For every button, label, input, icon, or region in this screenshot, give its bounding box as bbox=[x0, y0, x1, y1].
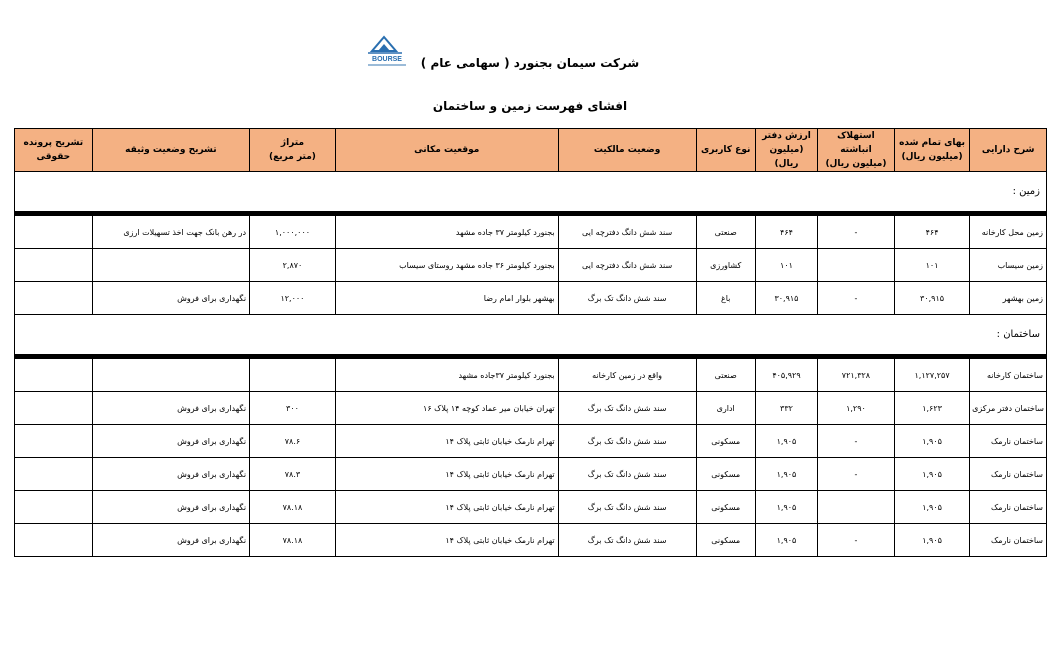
cell: ۳۰,۹۱۵ bbox=[894, 282, 970, 315]
cell: سند شش دانگ دفترچه ایی bbox=[558, 216, 696, 249]
cell: ۴۰۵,۹۲۹ bbox=[755, 359, 817, 392]
table-row bbox=[15, 216, 1047, 249]
cell: ۱,۰۰۰,۰۰۰ bbox=[250, 216, 336, 249]
table-row bbox=[15, 249, 1047, 282]
cell: صنعتی bbox=[696, 216, 755, 249]
cell: نگهداری برای فروش bbox=[92, 425, 249, 458]
cell: سند شش دانگ تک برگ bbox=[558, 491, 696, 524]
cell: ساختمان دفتر مرکزی bbox=[970, 392, 1047, 425]
cell: ۳۰۰ bbox=[250, 392, 336, 425]
cell: ۷۸.۱۸ bbox=[250, 524, 336, 557]
cell bbox=[250, 359, 336, 392]
table-row bbox=[15, 392, 1047, 425]
cell bbox=[92, 249, 249, 282]
cell bbox=[15, 491, 93, 524]
cell: ۴۶۴ bbox=[755, 216, 817, 249]
cell: زمین محل کارخانه bbox=[970, 216, 1047, 249]
cell: ۱,۹۰۵ bbox=[755, 491, 817, 524]
cell: ۱۲,۰۰۰ bbox=[250, 282, 336, 315]
cell: تهران خیابان میر عماد کوچه ۱۴ پلاک ۱۶ bbox=[335, 392, 558, 425]
cell: ۱,۹۰۵ bbox=[894, 458, 970, 491]
col-legal-case: تشریح پرونده حقوقی bbox=[15, 129, 93, 172]
col-collateral-status: تشریح وضعیت وثیقه bbox=[92, 129, 249, 172]
cell bbox=[818, 491, 895, 524]
cell: ۱۰۱ bbox=[755, 249, 817, 282]
section-title: زمین : bbox=[15, 172, 1047, 212]
cell: ۲,۸۷۰ bbox=[250, 249, 336, 282]
cell: ۷۲۱,۳۲۸ bbox=[818, 359, 895, 392]
cell: - bbox=[818, 458, 895, 491]
cell bbox=[15, 249, 93, 282]
cell bbox=[92, 359, 249, 392]
cell: ساختمان نارمک bbox=[970, 458, 1047, 491]
cell: ساختمان نارمک bbox=[970, 425, 1047, 458]
cell: تهرام نارمک خیابان ثابتی پلاک ۱۴ bbox=[335, 491, 558, 524]
cell: مسکونی bbox=[696, 458, 755, 491]
cell: اداری bbox=[696, 392, 755, 425]
cell: ۱,۹۰۵ bbox=[755, 524, 817, 557]
col-location: موقعیت مکانی bbox=[335, 129, 558, 172]
cell bbox=[818, 249, 895, 282]
section-row-buildings bbox=[15, 315, 1047, 355]
cell bbox=[15, 425, 93, 458]
cell: ۱,۹۰۵ bbox=[894, 491, 970, 524]
col-ownership-status: وضعیت مالکیت bbox=[558, 129, 696, 172]
cell: ۱,۹۰۵ bbox=[894, 425, 970, 458]
table-row bbox=[15, 491, 1047, 524]
col-cost: بهای تمام شده (میلیون ریال) bbox=[894, 129, 970, 172]
assets-table bbox=[14, 128, 1047, 557]
cell bbox=[15, 392, 93, 425]
cell: سند شش دانگ تک برگ bbox=[558, 392, 696, 425]
cell: مسکونی bbox=[696, 524, 755, 557]
cell: ۳۳۲ bbox=[755, 392, 817, 425]
cell: ساختمان کارخانه bbox=[970, 359, 1047, 392]
table-row bbox=[15, 282, 1047, 315]
cell: تهرام نارمک خیابان ثابتی پلاک ۱۴ bbox=[335, 425, 558, 458]
cell: ۱,۲۹۰ bbox=[818, 392, 895, 425]
cell: نگهداری برای فروش bbox=[92, 392, 249, 425]
cell: نگهداری برای فروش bbox=[92, 282, 249, 315]
cell: مسکونی bbox=[696, 491, 755, 524]
cell: ۷۸.۳ bbox=[250, 458, 336, 491]
col-accumulated-depreciation: استهلاک انباشته (میلیون ریال) bbox=[818, 129, 895, 172]
cell: ۱,۹۰۵ bbox=[755, 425, 817, 458]
cell: صنعتی bbox=[696, 359, 755, 392]
cell: ۱,۶۲۳ bbox=[894, 392, 970, 425]
cell: - bbox=[818, 282, 895, 315]
cell: نگهداری برای فروش bbox=[92, 458, 249, 491]
cell: ۱,۱۲۷,۲۵۷ bbox=[894, 359, 970, 392]
cell: ۳۰,۹۱۵ bbox=[755, 282, 817, 315]
cell: بجنورد کیلومتر ۳۶ جاده مشهد روستای سیساب bbox=[335, 249, 558, 282]
cell: نگهداری برای فروش bbox=[92, 491, 249, 524]
table-row bbox=[15, 458, 1047, 491]
cell: ۱,۹۰۵ bbox=[894, 524, 970, 557]
col-asset-description: شرح دارایی bbox=[970, 129, 1047, 172]
table-row bbox=[15, 359, 1047, 392]
cell: - bbox=[818, 425, 895, 458]
company-name: شرکت سیمان بجنورد ( سهامی عام ) bbox=[420, 56, 640, 70]
cell: سند شش دانگ تک برگ bbox=[558, 524, 696, 557]
cell: تهرام نارمک خیابان ثابتی پلاک ۱۴ bbox=[335, 458, 558, 491]
cell: ساختمان نارمک bbox=[970, 491, 1047, 524]
cell: سند شش دانگ تک برگ bbox=[558, 425, 696, 458]
cell bbox=[15, 524, 93, 557]
cell: ۱,۹۰۵ bbox=[755, 458, 817, 491]
cell: واقع در زمین کارخانه bbox=[558, 359, 696, 392]
cell bbox=[15, 458, 93, 491]
cell: مسکونی bbox=[696, 425, 755, 458]
cell: ۱۰۱ bbox=[894, 249, 970, 282]
logo-text: BOURSE bbox=[372, 56, 402, 63]
cell: سند شش دانگ تک برگ bbox=[558, 458, 696, 491]
cell: زمین سیساب bbox=[970, 249, 1047, 282]
cell: زمین بهشهر bbox=[970, 282, 1047, 315]
cell: باغ bbox=[696, 282, 755, 315]
table-row bbox=[15, 425, 1047, 458]
cell: کشاورزی bbox=[696, 249, 755, 282]
cell: - bbox=[818, 216, 895, 249]
cell: نگهداری برای فروش bbox=[92, 524, 249, 557]
cell: ۷۸.۱۸ bbox=[250, 491, 336, 524]
cell: بجنورد کیلومتر ۳۷ جاده مشهد bbox=[335, 216, 558, 249]
table-header-row bbox=[15, 129, 1047, 172]
cell: - bbox=[818, 524, 895, 557]
section-row-land bbox=[15, 172, 1047, 212]
cell: بهشهر بلوار امام رضا bbox=[335, 282, 558, 315]
cell: سند شش دانگ دفترچه ایی bbox=[558, 249, 696, 282]
cell: ۴۶۴ bbox=[894, 216, 970, 249]
col-usage-type: نوع کاربری bbox=[696, 129, 755, 172]
cell: بجنورد کیلومتر ۳۷جاده مشهد bbox=[335, 359, 558, 392]
cell: ساختمان نارمک bbox=[970, 524, 1047, 557]
cell: سند شش دانگ تک برگ bbox=[558, 282, 696, 315]
col-book-value: ارزش دفتر (میلیون ریال) bbox=[755, 129, 817, 172]
document-title: افشای فهرست زمین و ساختمان bbox=[432, 99, 628, 113]
cell bbox=[15, 216, 93, 249]
col-area: متراژ (متر مربع) bbox=[250, 129, 336, 172]
table-row bbox=[15, 524, 1047, 557]
section-title: ساختمان : bbox=[15, 315, 1047, 355]
cell bbox=[15, 359, 93, 392]
cell: تهرام نارمک خیابان ثابتی پلاک ۱۴ bbox=[335, 524, 558, 557]
cell: ۷۸.۶ bbox=[250, 425, 336, 458]
cell bbox=[15, 282, 93, 315]
cell: در رهن بانک جهت اخذ تسهیلات ارزی bbox=[92, 216, 249, 249]
